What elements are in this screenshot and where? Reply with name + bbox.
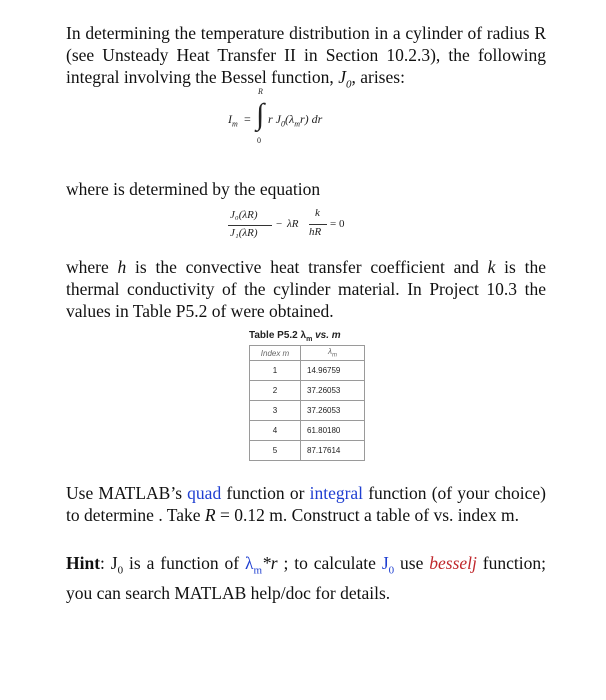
lambda-symbol: $\lambda_m$	[244, 553, 263, 577]
row-index: 2	[250, 381, 301, 401]
header-value: $\lambda_m$	[301, 346, 365, 361]
symbol-k: k	[487, 257, 496, 277]
eq2-numerator-1: J₀(λR)	[230, 209, 258, 221]
intro-text-end: , arises:	[351, 67, 405, 87]
eq1-lower-limit: 0	[257, 136, 261, 145]
row-value: 87.17614	[301, 441, 365, 461]
table-caption: Table P5.2 $\lambda_m$ vs. m	[249, 330, 341, 343]
eq2-minus: −	[276, 218, 283, 230]
intro-text: In determining the temperature distribution in a cylinder of radius R (see Unsteady Heat Transfer II in Section 10.2.3), the following integral involving the Bessel function,	[66, 23, 546, 87]
eq1-upper-limit: R	[258, 87, 263, 96]
eq2-denominator-2: hR	[309, 226, 322, 238]
table-row	[250, 361, 365, 381]
eq2-fraction-bar-1	[228, 225, 272, 226]
eq2-fraction-bar-2	[309, 224, 327, 225]
row-value: 61.80180	[301, 421, 365, 441]
row-index: 1	[250, 361, 301, 381]
besselj-keyword: besselj	[429, 553, 477, 573]
row-value: 37.26053	[301, 401, 365, 421]
row-index: 4	[250, 421, 301, 441]
integral-keyword: integral	[309, 483, 364, 503]
eq1-integrand: r $J_0(\lambda_mr)$ dr	[268, 112, 323, 129]
bessel-subscript: 0	[345, 78, 352, 91]
row-index: 5	[250, 441, 301, 461]
bessel-j0: $J_0$	[381, 553, 395, 577]
table-row	[250, 441, 365, 461]
symbol-h: h	[117, 257, 127, 277]
eq2-lambda-r: λR	[287, 218, 299, 230]
hint-paragraph: Hint: $J_0$ is a function of $\lambda_m*r$ ; to calculate $J_0$ use besselj function; you can search MATLAB help/doc for details.	[66, 553, 546, 603]
hint-label: Hint	[66, 553, 101, 573]
table-row	[250, 381, 365, 401]
integral-sign: ∫	[256, 98, 265, 131]
task-paragraph: Use MATLAB’s quad function or integral function (of your choice) to determine . Take R = 0.12 m. Construct a table of vs. index m.	[66, 483, 546, 525]
table-header-row	[250, 346, 365, 361]
lambda-table	[249, 345, 365, 461]
table-row	[250, 421, 365, 441]
eq1-equals: =	[244, 112, 251, 126]
description-paragraph: where h is the convective heat transfer coefficient and k is the thermal conductivity of the cylinder material. In Project 10.3 the values in Table P5.2 of were obtained.	[66, 257, 546, 321]
equation-intro-paragraph: where is determined by the equation	[66, 179, 321, 199]
bessel-symbol: J	[338, 67, 346, 87]
eigenvalue-equation	[220, 203, 390, 251]
row-value: 14.96759	[301, 361, 365, 381]
eq1-lhs: $I_m$	[228, 112, 238, 129]
table-row	[250, 401, 365, 421]
row-index: 3	[250, 401, 301, 421]
quad-keyword: quad	[187, 483, 222, 503]
eq2-rhs: = 0	[330, 218, 345, 230]
header-index: Index m	[250, 346, 301, 361]
integral-equation	[228, 84, 388, 154]
symbol-R: R	[204, 505, 216, 525]
eq2-denominator-1: J₁(λR)	[230, 227, 258, 239]
eq2-numerator-2: k	[315, 207, 320, 219]
row-value: 37.26053	[301, 381, 365, 401]
